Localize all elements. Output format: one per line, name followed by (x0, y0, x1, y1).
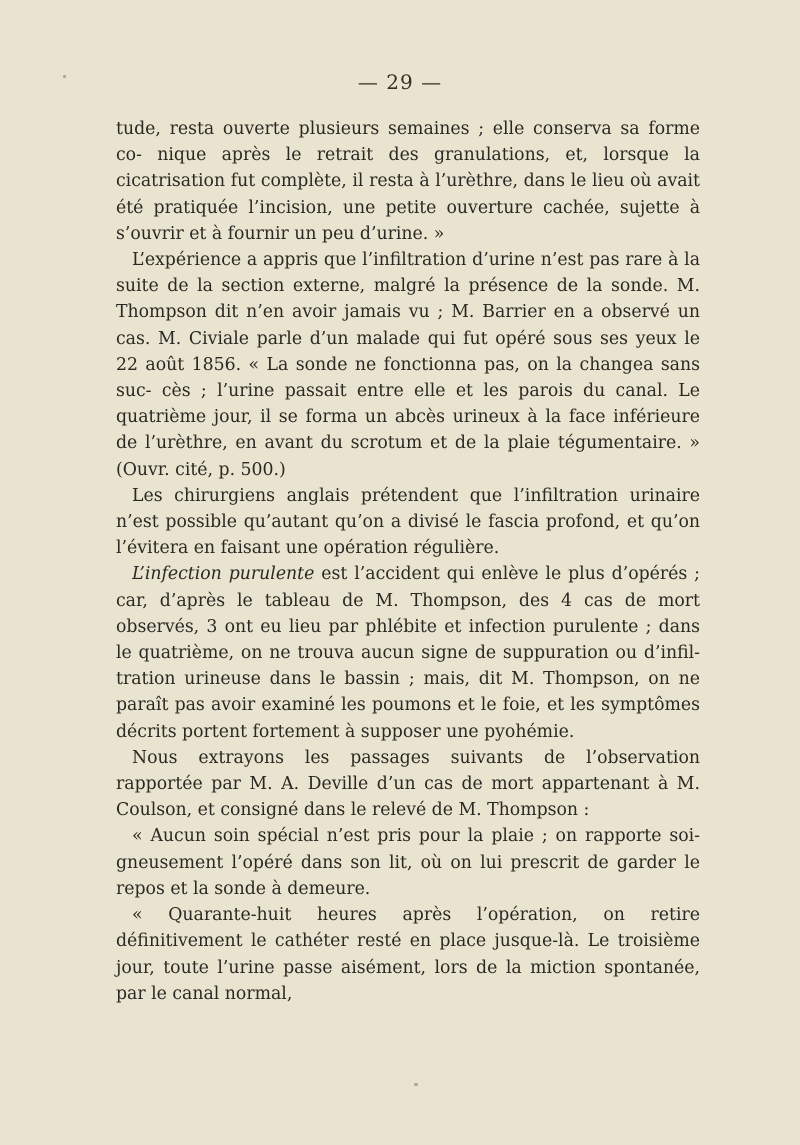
paragraph-4 (116, 561, 700, 744)
paper-speck (414, 1083, 418, 1086)
paragraph-3: Les chirurgiens anglais prétendent que l’infiltration urinaire n’est possible qu’autant qu’on a divisé le fascia profond, et qu’on l’évitera en faisant une opération régulière. (116, 485, 700, 559)
paragraph-1: tude, resta ouverte plusieurs semaines ; elle conserva sa forme co- nique après le retrait des granulations, et, lorsque la cicatrisation fut complète, il resta à l’urèthre, dans le lieu où avait été pratiquée l’incision, une petite ouverture cachée, sujette à s’ouvrir et à fournir un peu d’urine. » (116, 119, 700, 244)
italic-lead: L’infection purulente (132, 564, 315, 585)
paragraph-5: Nous extrayons les passages suivants de l’observation rapportée par M. A. Deville d’un cas de mort appartenant à M. Coulson, et consigné dans le relevé de M. Thompson : (116, 747, 700, 821)
paragraph-6: « Aucun soin spécial n’est pris pour la plaie ; on rapporte soi- gneusement l’opéré dans son lit, où on lui prescrit de garder le repos et la sonde à demeure. (116, 826, 700, 899)
paragraph-7: « Quarante-huit heures après l’opération, on retire définitivement le cathéter resté en place jusque-là. Le troisième jour, toute l’urine passe aisément, lors de la miction spontanée, par le canal normal, (116, 905, 700, 1004)
page-number: — 29 — (357, 70, 443, 94)
paragraph-4-text: est l’accident qui enlève le plus d’opérés ; car, d’après le tableau de M. Thompson, des 4 cas de mort observés, 3 ont eu lieu par phlébite et infection purulente ; dans le quatrième, on ne trouva aucun signe de suppuration ou d’infil- tration urineuse dans le bassin ; mais, dit M. Thompson, on ne paraît pas avoir examiné les poumons et le foie, et les symptômes décrits portent fortement à supposer une pyohémie. (116, 564, 700, 742)
paragraph-2: L’expérience a appris que l’infiltration d’urine n’est pas rare à la suite de la section externe, malgré la présence de la sonde. M. Thompson dit n’en avoir jamais vu ; M. Barrier en a observé un cas. M. Civiale parle d’un malade qui fut opéré sous ses yeux le 22 août 1856. « La sonde ne fonctionna pas, on la changea sans suc- cès ; l’urine passait entre elle et les parois du canal. Le quatrième jour, il se forma un abcès urineux à la face inférieure de l’urèthre, en avant du scrotum et de la plaie tégumentaire. » (Ouvr. cité, p. 500.) (116, 250, 700, 480)
body-text (116, 116, 700, 1007)
paper-speck (63, 75, 66, 78)
